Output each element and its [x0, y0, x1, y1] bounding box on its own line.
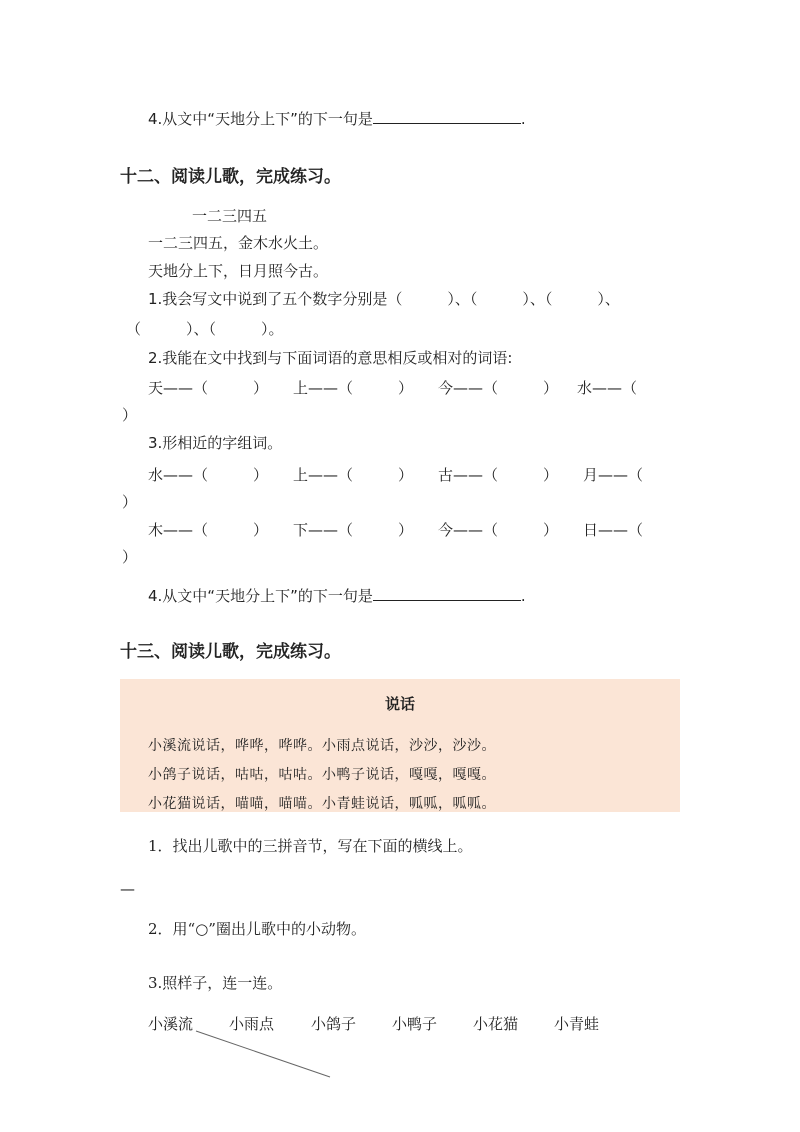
q3-row1-wrap: ）	[122, 493, 138, 511]
q3-row1-item-2: 上——（ ）	[293, 466, 414, 484]
question-2-text: 2.我能在文中找到与下面词语的意思相反或相对的词语:	[148, 349, 513, 367]
s13-question-1: 1．找出儿歌中的三拼音节，写在下面的横线上。	[148, 837, 473, 855]
q3-row2-item-3: 今——（ ）	[438, 521, 559, 539]
animal-word[interactable]: 小青蛙	[554, 1015, 600, 1033]
q2-item-3: 今——（ ）	[438, 379, 559, 397]
section-12-heading: 十二、阅读儿歌，完成练习。	[120, 167, 341, 187]
section-13-heading: 十三、阅读儿歌，完成练习。	[120, 642, 341, 662]
question-text: 4.从文中“天地分上下”的下一句是	[148, 587, 373, 605]
animal-word[interactable]: 小花猫	[473, 1015, 519, 1033]
period: .	[520, 110, 526, 128]
question-text: 4.从文中“天地分上下”的下一句是	[148, 110, 373, 128]
q3-row1-item-1: 水——（ ）	[148, 466, 269, 484]
period: .	[520, 587, 526, 605]
s13-question-3: 3.照样子，连一连。	[148, 974, 283, 992]
q3-row1-item-4: 月——（	[583, 466, 644, 484]
q2-wrap: ）	[122, 406, 138, 424]
question-1-line-2: （ ）、（ ）。	[126, 320, 284, 338]
poem-title: 一二三四五	[192, 207, 268, 225]
example-connect-line	[196, 1031, 330, 1077]
animal-word[interactable]: 小鸭子	[392, 1015, 438, 1033]
poem-line-2: 天地分上下，日月照今古。	[148, 262, 329, 280]
q3-row2-item-1: 木——（ ）	[148, 521, 269, 539]
poem-line-1: 小溪流说话，哗哗，哗哗。小雨点说话，沙沙，沙沙。	[148, 738, 496, 754]
q3-row2-item-2: 下——（ ）	[293, 521, 414, 539]
poem-line-1: 一二三四五，金木水火土。	[148, 234, 329, 252]
question-1-line-1: 1.我会写文中说到了五个数字分别是（ ）、（ ）、（ ）、	[148, 290, 620, 308]
poem-line-3: 小花猫说话，喵喵，喵喵。小青蛙说话，呱呱，呱呱。	[148, 796, 496, 812]
question-3-text: 3.形相近的字组词。	[148, 434, 283, 452]
animal-word[interactable]: 小雨点	[229, 1015, 275, 1033]
poem-title: 说话	[384, 695, 415, 713]
animal-word[interactable]: 小溪流	[148, 1015, 194, 1033]
q2-item-1: 天——（ ）	[148, 379, 269, 397]
animal-word[interactable]: 小鸽子	[311, 1015, 357, 1033]
q3-row1-item-3: 古——（ ）	[438, 466, 559, 484]
poem-line-2: 小鸽子说话，咕咕，咕咕。小鸭子说话，嘎嘎，嘎嘎。	[148, 767, 496, 783]
s13-question-2: 2．用“○”圈出儿歌中的小动物。	[148, 920, 366, 938]
q2-item-2: 上——（ ）	[293, 379, 414, 397]
q2-item-4: 水——（	[577, 379, 638, 397]
answer-line[interactable]: —	[120, 880, 135, 898]
q3-row2-wrap: ）	[122, 548, 138, 566]
q3-row2-item-4: 日——（	[583, 521, 644, 539]
